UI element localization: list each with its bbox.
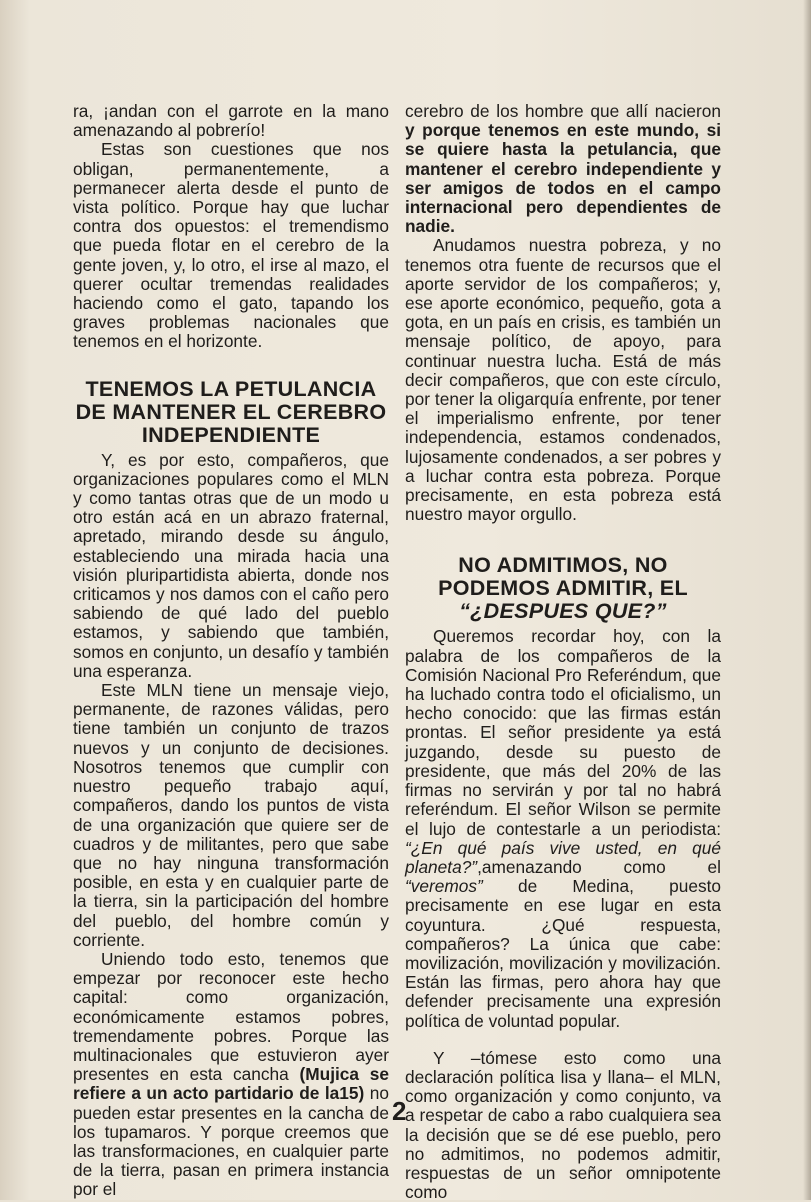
page-number: 2 xyxy=(392,1096,407,1126)
paragraph: Anudamos nuestra pobreza, y no tenemos otra fuente de recursos que el aporte servidor de los compañeros; y, ese aporte económico, pequeño, gota a gota, en un país en crisis, es también un mensaje político, de apoyo, para continuar nuestra lucha. Está de más decir compañeros, que con este círculo, por tener la oligarquía enfrente, por tener el imperialismo enfrente, por tener independencia, estamos condenados, lujosamente condenados, a ser pobres y a luchar contra esta pobreza. Porque precisamente, en esta pobreza está nuestro mayor orgullo. xyxy=(405,235,721,525)
section-heading xyxy=(405,554,721,623)
text-run: no pueden estar presentes en la cancha de los tupamaros. Y porque creemos que las transformaciones, en cualquier parte de la tierra, pasan en primera instancia por el xyxy=(73,1083,389,1200)
paragraph xyxy=(405,102,721,236)
text-run: Queremos recordar hoy, con la palabra de los compañeros de la Comisión Nacional Pro Referéndum, que ha luchado contra todo el oficialismo, un hecho conocido: que las firmas están prontas. El señor presidente ya está juzgando, desde su puesto de presidente, que más del 20% de las firmas no servirán y por tal no habrá referéndum. El señor Wilson se permite el lujo de contestarle a un periodista: xyxy=(405,626,721,839)
bold-statement: y porque tenemos en este mundo, si se quiere hasta la petulancia, que mantener el cerebro independiente y ser amigos de todos en el campo internacional pero dependientes de nadie. xyxy=(405,120,721,237)
text-run: cerebro de los hombre que allí nacieron xyxy=(405,101,721,121)
paragraph: ra, ¡andan con el garrote en la mano amenazando al pobrerío! xyxy=(73,101,389,141)
spacer xyxy=(405,1031,721,1049)
right-column xyxy=(405,102,721,1202)
quote: “¿En qué país vive usted, en qué planeta?” xyxy=(405,837,721,877)
paragraph xyxy=(73,950,389,1200)
text-run: Uniendo todo esto, tenemos que empezar por reconocer este hecho capital: como organización, económicamente estamos pobres, tremendamente pobres. Porque las multinacionales que estuvieron ayer presentes en esta cancha xyxy=(73,948,389,1085)
bold-aside: (Mujica se refiere a un acto partidario de la15) xyxy=(73,1064,389,1104)
paragraph: Estas son cuestiones que nos obligan, permanentemente, a permanecer alerta desde el punto de vista político. Porque hay que luchar contra dos opuestos: el tremendismo que pueda flotar en el cerebro de la gente joven, y, lo otro, el irse al mazo, el querer ocultar tremendas realidades haciendo como el gato, tapando los graves problemas nacionales que tenemos en el horizonte. xyxy=(73,139,389,352)
heading-line: “¿DESPUES QUE?” xyxy=(459,599,667,624)
text-run: de Medina, puesto precisamente en ese lugar en esta coyuntura. ¿Qué respuesta, compañeros? La única que cabe: movilización, movilización y movilización. Están las firmas, pero ahora hay que defender precisamente una expresión política de voluntad popular. xyxy=(405,876,721,1031)
paragraph: Y, es por esto, compañeros, que organizaciones populares como el MLN y como tantas otras que de un modo u otro están acá en un abrazo fraternal, apretado, mirando desde su ángulo, estableciendo una mirada hacia una visión pluripartidista abierta, donde nos criticamos y nos damos con el caño pero sabiendo de qué lado del pueblo estamos, y sabiendo que también, somos en conjunto, un desafío y también una esperanza. xyxy=(73,449,389,681)
paragraph: Y –tómese esto como una declaración política lisa y llana– el MLN, como organización y como conjunto, va a respetar de cabo a rabo cualquiera sea la decisión que se dé ese pueblo, pero no admitimos, no podemos admitir, respuestas de un señor omnipotente como xyxy=(405,1047,721,1202)
text-run: ,amenazando como el xyxy=(477,856,721,877)
paragraph xyxy=(405,627,721,1030)
section-heading: TENEMOS LA PETULANCIA DE MANTENER EL CEREBRO INDEPENDIENTE xyxy=(75,376,387,447)
paragraph: Este MLN tiene un mensaje viejo, permanente, de razones válidas, pero tiene también un conjunto de trazos nuevos y un conjunto de decisiones. Nosotros tenemos que cumplir con nuestro pequeño trabajo aquí, compañeros, dando los puntos de vista de una organización que quiere ser de cuadros y de militantes, pero que sabe que no hay ninguna transformación posible, en esta y en cualquier parte de la tierra, sin la participación del hombre del pueblo, del hombre común y corriente. xyxy=(73,680,389,950)
heading-line: NO ADMITIMOS, NO PODEMOS ADMITIR, EL xyxy=(438,553,688,601)
left-column xyxy=(73,102,389,1200)
quote: “veremos” xyxy=(405,876,483,897)
